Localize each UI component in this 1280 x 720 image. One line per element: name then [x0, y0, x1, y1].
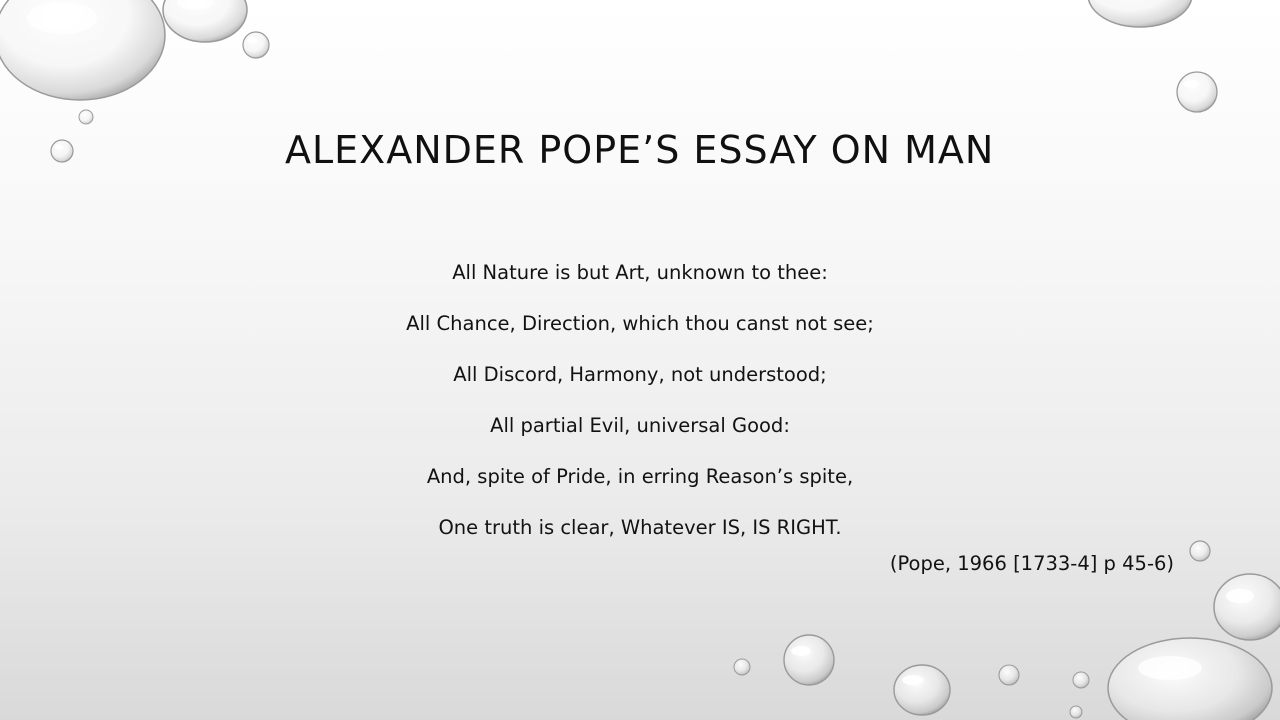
poem-line: All Chance, Direction, which thou canst not see;: [406, 312, 874, 335]
water-droplet-icon: [734, 659, 750, 675]
water-droplet-icon: [1073, 672, 1089, 688]
poem-line: And, spite of Pride, in erring Reason’s spite,: [426, 465, 854, 488]
water-droplet-icon: [243, 32, 269, 58]
water-droplet-icon: [1108, 638, 1272, 720]
water-droplet-icon: [1088, 0, 1192, 27]
water-droplet-icon: [163, 0, 247, 42]
water-droplet-icon: [1190, 541, 1210, 561]
poem-line: All Discord, Harmony, not understood;: [453, 363, 827, 386]
water-droplet-icon: [784, 635, 834, 685]
water-droplet-icon: [1177, 72, 1217, 112]
water-droplet-icon: [1070, 706, 1082, 718]
water-droplet-icon: [79, 110, 93, 124]
water-droplet-icon: [51, 140, 73, 162]
slide-title: ALEXANDER POPE’S ESSAY ON MAN: [285, 128, 995, 172]
poem-line: All Nature is but Art, unknown to thee:: [452, 261, 828, 284]
water-droplet-icon: [0, 0, 165, 100]
poem-quote: [280, 255, 1000, 561]
water-droplet-icon: [999, 665, 1019, 685]
poem-line: All partial Evil, universal Good:: [490, 414, 790, 437]
poem-line: One truth is clear, Whatever IS, IS RIGHT.: [438, 516, 842, 539]
citation: (Pope, 1966 [1733-4] p 45-6): [889, 552, 1174, 575]
water-droplet-icon: [1214, 574, 1280, 640]
water-droplet-icon: [894, 665, 950, 715]
